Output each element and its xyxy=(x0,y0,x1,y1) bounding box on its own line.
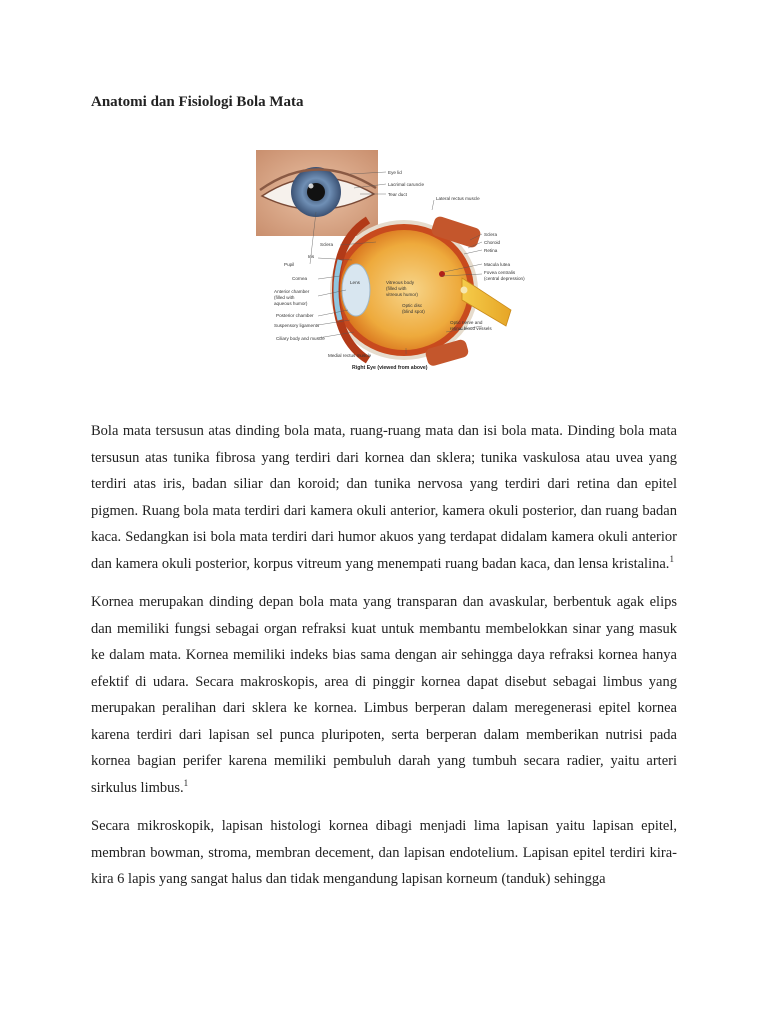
label-retina: Retina xyxy=(484,248,498,253)
label-ciliary: Ciliary body and muscle xyxy=(276,336,325,341)
label-pupil: Pupil xyxy=(284,262,295,267)
label-optic-disc-1: Optic disc xyxy=(402,303,423,308)
label-eye-lid: Eye lid xyxy=(388,170,402,175)
label-anterior-1: Anterior chamber xyxy=(274,289,310,294)
label-optic-nerve-2: retinal blood vessels xyxy=(450,326,492,331)
label-tear-duct: Tear duct xyxy=(388,192,407,197)
label-macula: Macula lutea xyxy=(484,262,511,267)
label-choroid: Choroid xyxy=(484,240,501,245)
label-lateral-rectus: Lateral rectus muscle xyxy=(436,196,480,201)
label-optic-disc-2: (blind spot) xyxy=(402,309,425,314)
label-fovea-1: Fovea centralis xyxy=(484,270,516,275)
label-iris: Iris xyxy=(308,254,315,259)
label-cornea: Cornea xyxy=(292,276,308,281)
paragraph-text: Kornea merupakan dinding depan bola mata yang transparan dan avaskular, berbentuk agak elips dan memiliki fungsi sebagai organ refraksi kuat untuk membantu membelokkan sinar yang masuk ke dalam mata. Kornea memiliki indeks bias sama dengan air sehingga daya refraksi kornea hanya efektif di udara. Secara makroskopis, area di pinggir kornea dapat disebut sebagai limbus yang merupakan peralihan dari sklera ke kornea. Limbus berperan dalam meregenerasi epitel kornea karena terdiri dari lapisan sel punca pluripoten, serta berperan dalam memberikan nutrisi pada kornea bagian perifer karena memiliki pembuluh darah yang tumbuh secara radier, yaitu arteri sirkulus limbus. xyxy=(91,594,677,796)
paragraph xyxy=(91,589,677,801)
body-text xyxy=(91,418,677,905)
document-title: Anatomi dan Fisiologi Bola Mata xyxy=(91,94,304,110)
eye-anatomy-figure xyxy=(256,150,525,375)
label-posterior: Posterior chamber xyxy=(276,313,314,318)
eye-anatomy-illustration xyxy=(256,150,525,375)
paragraph xyxy=(91,813,677,893)
label-suspensory: Suspensory ligaments xyxy=(274,323,320,328)
label-fovea-2: (central depression) xyxy=(484,276,525,281)
footnote-ref[interactable]: 1 xyxy=(669,553,674,564)
label-vitreous-2: (filled with xyxy=(386,286,407,291)
label-lens: Lens xyxy=(350,280,360,285)
paragraph-text: Secara mikroskopik, lapisan histologi kornea dibagi menjadi lima lapisan yaitu lapisan epitel, membran bowman, stroma, membran decement, dan lapisan endotelium. Lapisan epitel terdiri kira-kira 6 lapis yang sangat halus dan tidak mengandung lapisan korneum (tanduk) sehingga xyxy=(91,818,677,887)
label-lacrimal-caruncle: Lacrimal caruncle xyxy=(388,182,424,187)
figure-caption: Right Eye (viewed from above) xyxy=(352,365,428,371)
label-anterior-3: aqueous humor) xyxy=(274,301,308,306)
label-optic-nerve-1: Optic nerve and xyxy=(450,320,483,325)
label-anterior-2: (filled with xyxy=(274,295,295,300)
paragraph-text: Bola mata tersusun atas dinding bola mata, ruang-ruang mata dan isi bola mata. Dinding bola mata tersusun atas tunika fibrosa yang terdiri dari kornea dan sklera; tunika vaskulosa atau uvea yang terdiri atas iris, badan siliar dan koroid; dan tunika nervosa yang terdiri dari retina dan epitel pigmen. Ruang bola mata terdiri dari kamera okuli anterior, kamera okuli posterior, dan ruang badan kaca. Sedangkan isi bola mata terdiri dari humor akuos yang terdapat didalam kamera okuli anterior dan kamera okuli posterior, korpus vitreum yang menempati ruang badan kaca, dan lensa kristalina. xyxy=(91,423,677,572)
label-vitreous-3: vitreous humor) xyxy=(386,292,418,297)
footnote-ref[interactable]: 1 xyxy=(183,777,189,788)
label-sclera-left: Sclera xyxy=(320,242,334,247)
paragraph xyxy=(91,418,677,577)
label-medial-rectus: Medial rectus muscle xyxy=(328,353,372,358)
label-vitreous-1: Vitreous body xyxy=(386,280,415,285)
label-sclera-right: Sclera xyxy=(484,232,498,237)
